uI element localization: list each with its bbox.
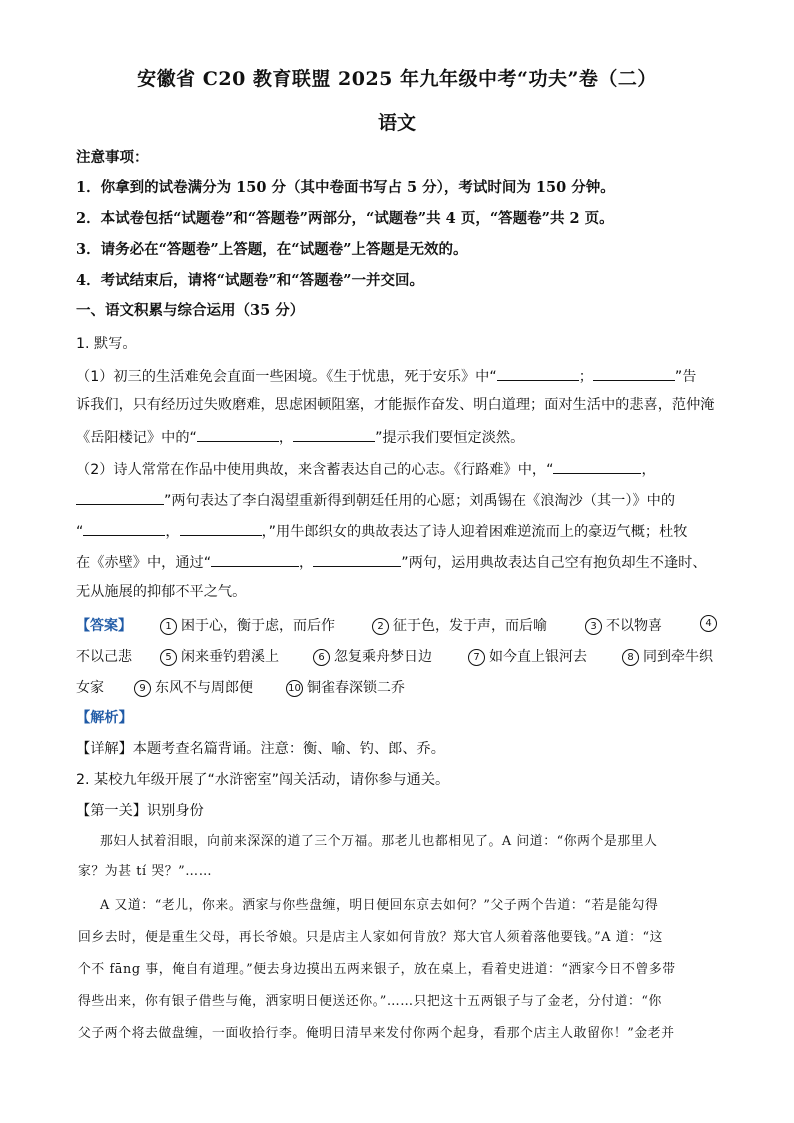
notice-item-1: 1．你拿到的试卷满分为 150 分（其中卷面书写占 5 分），考试时间为 150 分钟。 [76, 179, 615, 196]
q1-2-comma-3: ， [299, 555, 314, 571]
section-heading: 一、语文积累与综合运用（35 分） [76, 302, 305, 319]
stage-1-heading [76, 801, 726, 821]
answer-blank[interactable] [76, 489, 164, 505]
stage-tag: 【第一关】 [76, 803, 147, 819]
question-1-2-line-3 [76, 520, 726, 542]
stage-text: 识别身份 [146, 803, 204, 819]
question-1-2-line-2 [76, 489, 726, 511]
analysis-detail [76, 739, 726, 759]
question-1-2-line-4 [76, 551, 726, 573]
answer-blank[interactable] [293, 426, 375, 442]
analysis-tag: 【解析】 [76, 710, 133, 726]
passage-line-7: 父子两个将去做盘缠，一面收拾行李。俺明日清早来发付你两个起身，看那个店主人敢留你！”金老并 [78, 1026, 675, 1041]
q1-2-text-d: 在《赤壁》中，通过“ [76, 555, 212, 571]
answer-item-4-text: 不以己悲 [76, 649, 132, 665]
q1-1-sep: ； [578, 369, 593, 385]
q1-1-text-d: ”提示我们要恒定淡然。 [375, 430, 525, 446]
answer-blank[interactable] [197, 426, 279, 442]
answer-item-6: 6 忽复乘舟梦日边 [313, 646, 432, 666]
q1-1-text-c: 《岳阳楼记》中的“ [76, 430, 197, 446]
q1-2-text-a: （2）诗人常常在作品中使用典故，来含蓄表达自己的心志。《行路难》中，“ [76, 462, 554, 478]
answer-blank[interactable] [553, 458, 641, 474]
answer-item-8: 8 同到牵牛织 [622, 646, 713, 666]
answer-item-1: 1 困于心，衡于虑，而后作 [160, 615, 335, 635]
q1-2-quote: “ [76, 524, 84, 540]
subject-title: 语文 [377, 112, 416, 134]
q1-2-text-c: ，”用牛郎织女的典故表达了诗人迎着困难逆流而上的豪迈气概；杜牧 [261, 524, 688, 540]
passage-line-2: 家？为甚 tí 哭？”…… [78, 864, 213, 879]
answer-item-10: 10 铜雀春深锁二乔 [286, 677, 405, 697]
answer-blank[interactable] [83, 520, 165, 536]
passage-line-4: 回乡去时，便是重生父母，再长爷娘。只是店主人家如何肯放？郑大官人须着落他要钱。”A 道：“这 [78, 930, 664, 945]
notice-heading: 注意事项： [76, 149, 149, 166]
passage-line-6: 得些出来，你有银子借些与俺，洒家明日便送还你。”……只把这十五两银子与了金老，分付道：“你 [78, 994, 662, 1009]
notice-item-2: 2．本试卷包括“试题卷”和“答题卷”两部分，“试题卷”共 4 页，“答题卷”共 2 页。 [76, 210, 614, 227]
answer-item-5: 5 闲来垂钓碧溪上 [160, 646, 279, 666]
answer-item-4-number: 4 [700, 615, 721, 632]
notice-item-3: 3．请务必在“答题卷”上答题，在“试题卷”上答题是无效的。 [76, 241, 468, 258]
answer-blank[interactable] [211, 551, 299, 567]
detail-text: 本题考查名篇背诵。注意：衡、喻、钓、郎、乔。 [132, 741, 445, 757]
answer-blank[interactable] [593, 365, 675, 381]
answer-blank[interactable] [497, 365, 579, 381]
passage-line-5: 个不 fāng 事，俺自有道理。”便去身边摸出五两来银子，放在桌上，看着史进道：“洒家今日不曾多带 [78, 962, 676, 977]
question-1-2-line-1 [76, 458, 726, 480]
answer-item-2: 2 征于色，发于声，而后喻 [372, 615, 547, 635]
passage-line-1: 那妇人拭着泪眼，向前来深深的道了三个万福。那老儿也都相见了。A 问道：“你两个是那里人 [100, 834, 658, 849]
question-1-label: 1. 默写。 [76, 336, 137, 352]
answer-item-3: 3 不以物喜 [585, 615, 662, 635]
question-1-1-line-3 [76, 426, 726, 448]
q1-2-comma: ， [641, 462, 656, 478]
detail-tag: 【详解】 [76, 741, 133, 757]
question-1-1-line-2: 诉我们，只有经历过失败磨难，思虑困顿阻塞，才能振作奋发、明白道理；面对生活中的悲喜，范仲淹 [76, 397, 715, 413]
q1-2-comma-2: ， [165, 524, 180, 540]
exam-title: 安徽省 C20 教育联盟 2025 年九年级中考“功夫”卷（二） [137, 68, 657, 90]
answer-item-9: 9 东风不与周郎便 [134, 677, 253, 697]
passage-line-3: A 又道：“老儿，你来。洒家与你些盘缠，明日便回东京去如何？”父子两个告道：“若是能勾得 [100, 898, 659, 913]
answer-blank[interactable] [313, 551, 401, 567]
notice-item-4: 4．考试结束后，请将“试题卷”和“答题卷”一并交回。 [76, 272, 424, 289]
question-1-2-line-5: 无从施展的抑郁不平之气。 [76, 584, 247, 600]
q1-1-text-a: （1）初三的生活难免会直面一些困境。《生于忧患，死于安乐》中“ [76, 369, 497, 385]
q1-1-comma: ， [278, 430, 294, 446]
answer-blank[interactable] [180, 520, 262, 536]
q1-1-text-b: ”告 [674, 369, 697, 385]
question-1-1-line-1 [76, 365, 726, 387]
answer-item-8-wrap: 女家 [76, 680, 104, 696]
answer-item-7: 7 如今直上银河去 [468, 646, 587, 666]
q1-2-text-e: ”两句，运用典故表达自己空有抱负却生不逢时、 [401, 555, 707, 571]
answer-tag: 【答案】 [76, 618, 132, 634]
question-2-label: 2. 某校九年级开展了“水浒密室”闯关活动，请你参与通关。 [76, 772, 450, 788]
q1-2-text-b: ”两句表达了李白渴望重新得到朝廷任用的心愿；刘禹锡在《浪淘沙（其一）》中的 [164, 493, 676, 509]
